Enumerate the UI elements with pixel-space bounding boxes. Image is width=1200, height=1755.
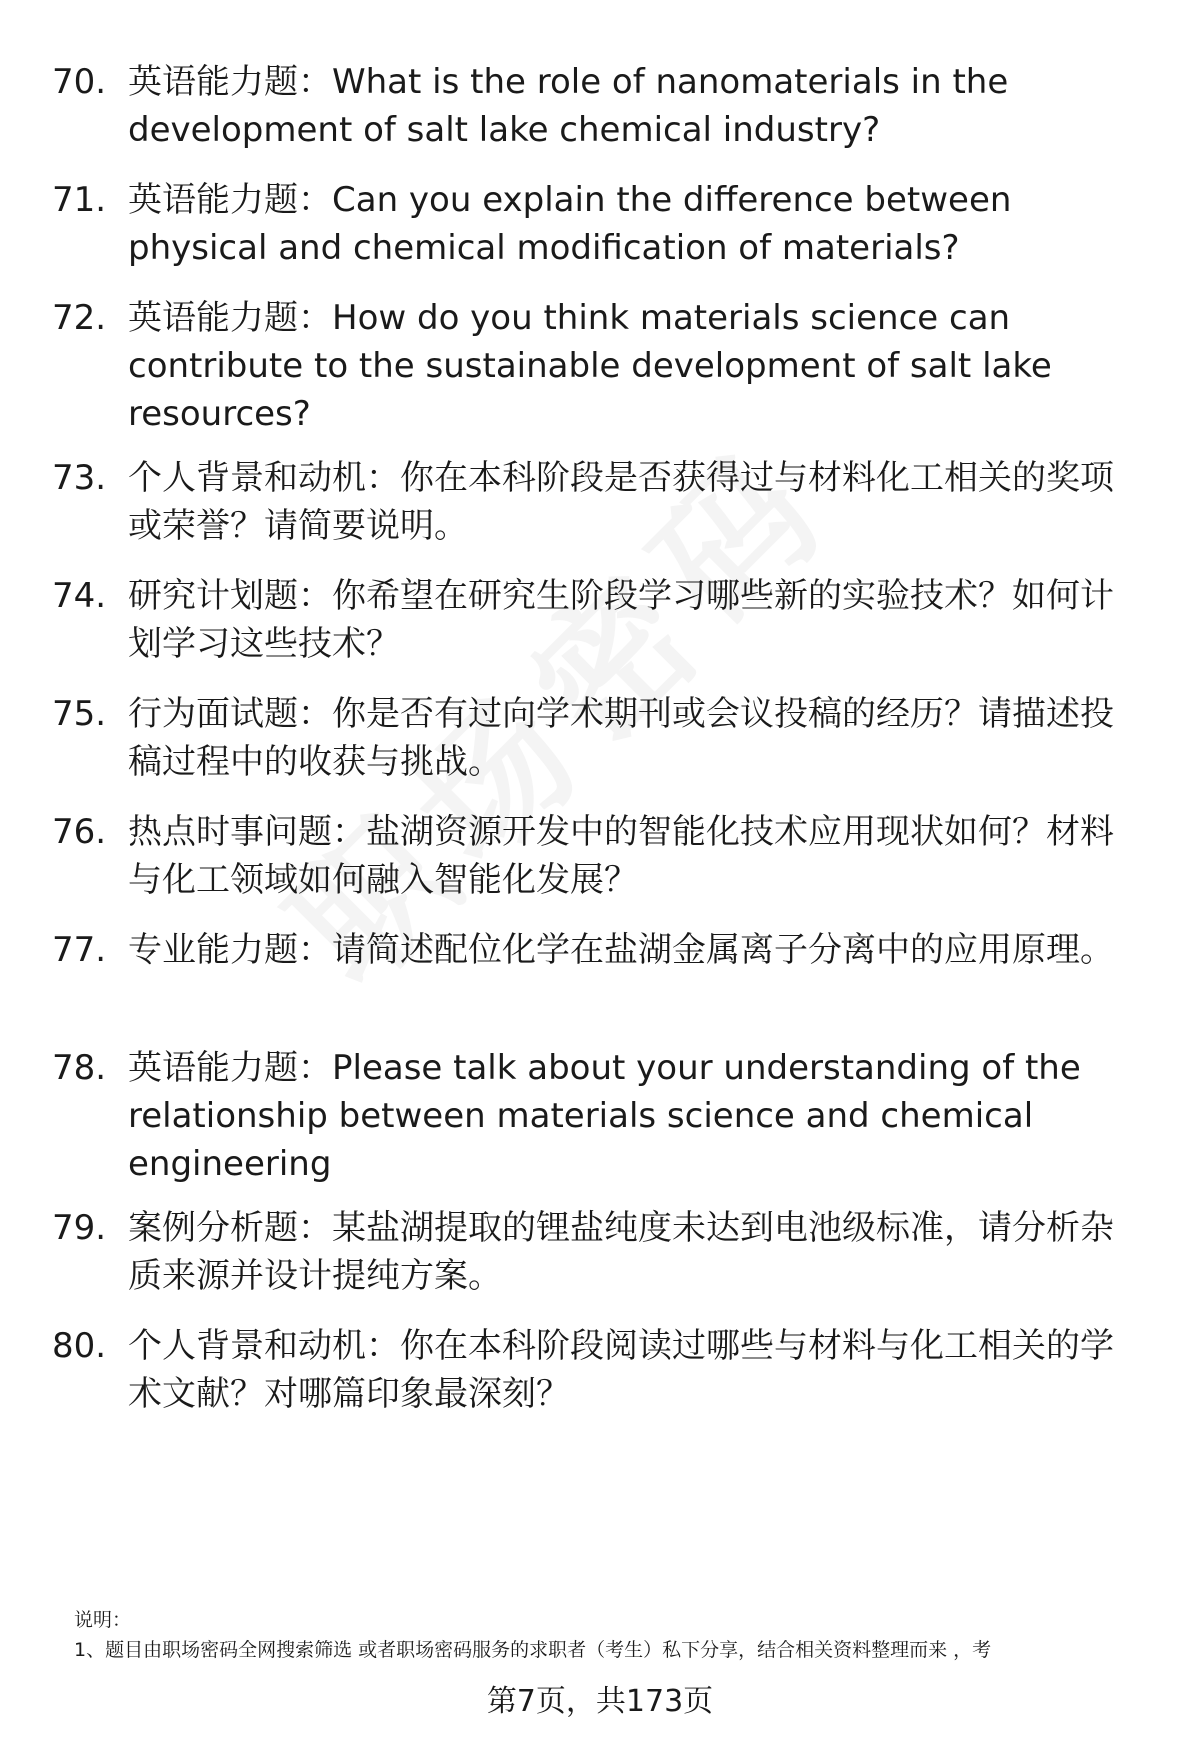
question-text: 英语能力题：Please talk about your understanding of the relationship between materials science and chemical engineering [128,1048,1081,1184]
question-number: 79. [52,1208,107,1248]
notes-section [74,1605,1154,1665]
question-item [52,808,1152,926]
question-item [52,176,1152,294]
question-number: 71. [52,180,107,220]
question-text: 案例分析题：某盐湖提取的锂盐纯度未达到电池级标准，请分析杂质来源并设计提纯方案。 [128,1208,1114,1296]
question-item [52,294,1152,454]
question-text: 个人背景和动机：你在本科阶段阅读过哪些与材料与化工相关的学术文献？对哪篇印象最深刻？ [128,1326,1114,1414]
question-item [52,1322,1152,1440]
question-list [52,58,1152,1440]
question-text: 专业能力题：请简述配位化学在盐湖金属离子分离中的应用原理。 [128,930,1114,970]
page-number: 第7页，共173页 [486,1684,714,1719]
question-item [52,572,1152,690]
question-number: 72. [52,298,107,338]
question-text: 英语能力题：What is the role of nanomaterials in the development of salt lake chemical industry? [128,62,1009,150]
question-number: 75. [52,694,107,734]
question-number: 77. [52,930,107,970]
question-number: 76. [52,812,107,852]
question-item [52,1204,1152,1322]
question-item [52,926,1152,1044]
question-text: 英语能力题：Can you explain the difference between physical and chemical modification of materials? [128,180,1012,268]
question-item [52,690,1152,808]
question-text: 研究计划题：你希望在研究生阶段学习哪些新的实验技术？如何计划学习这些技术？ [128,576,1114,664]
question-text: 英语能力题：How do you think materials science can contribute to the sustainable development of salt lake resources? [128,298,1052,434]
notes-title: 说明： [74,1609,132,1631]
question-number: 74. [52,576,107,616]
question-number: 70. [52,62,107,102]
note-line: 1、题目由职场密码全网搜索筛选 或者职场密码服务的求职者（考生）私下分享，结合相关资料整理而来 ，考 [74,1639,992,1661]
question-text: 行为面试题：你是否有过向学术期刊或会议投稿的经历？请描述投稿过程中的收获与挑战。 [128,694,1114,782]
question-text: 个人背景和动机：你在本科阶段是否获得过与材料化工相关的奖项或荣誉？请简要说明。 [128,458,1114,546]
question-number: 80. [52,1326,107,1366]
question-number: 73. [52,458,107,498]
question-item [52,1044,1152,1204]
question-item [52,58,1152,176]
question-number: 78. [52,1048,107,1088]
question-item [52,454,1152,572]
question-text: 热点时事问题：盐湖资源开发中的智能化技术应用现状如何？材料与化工领域如何融入智能化发展？ [128,812,1114,900]
